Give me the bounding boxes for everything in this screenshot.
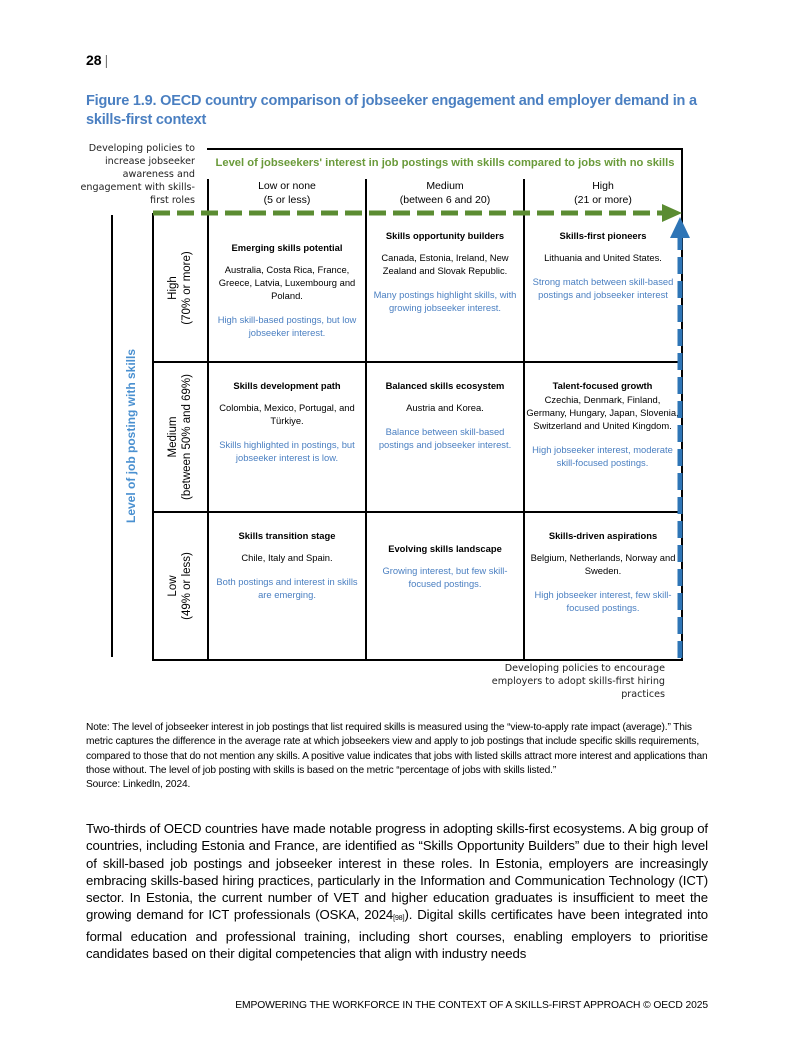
column-label: Medium xyxy=(426,180,464,192)
cell-countries: Chile, Italy and Spain. xyxy=(241,552,333,563)
cell-description: Balance between skill-based postings and jobseeker interest. xyxy=(378,426,512,450)
cell-description: Both postings and interest in skills are emerging. xyxy=(216,576,358,600)
cell-description: High jobseeker interest, moderate skill-focused postings. xyxy=(532,444,673,468)
cell-title: Skills-driven aspirations xyxy=(548,530,658,541)
figure-note xyxy=(86,721,708,792)
column-label: High xyxy=(592,180,614,192)
cell-title: Emerging skills potential xyxy=(231,242,343,253)
reference-link[interactable]: [98] xyxy=(393,915,405,923)
paragraph-text: ). Digital skills certificates have been integrated into formal education and professional training, including short courses, enabling employers to prioritise candidates based on their digital competencies that align with industry needs xyxy=(86,907,708,962)
row-range-text: (70% or more) xyxy=(180,250,193,325)
cell-countries: Belgium, Netherlands, Norway and Sweden. xyxy=(530,552,676,576)
page-separator: | xyxy=(104,52,109,68)
cell-title: Skills-first pioneers xyxy=(559,230,647,241)
cell-description: Skills highlighted in postings, but jobseeker interest is low. xyxy=(219,439,355,463)
page-number-value: 28 xyxy=(86,52,102,68)
row-label-text: Medium xyxy=(166,416,179,458)
paragraph-text: Two-thirds of OECD countries have made notable progress in adopting skills-first ecosystems. A big group of countries, including Estonia and France, are identified as “Skills Opportunity Builders” due to their high level of skill-based job postings and jobseeker interest in these roles. In Estonia, employers are increasingly embracing skills-based hiring practices, particularly in the Information and Communication Technology (ICT) sector. In Estonia, the current number of VET and higher education graduates is insufficient to meet the growing demand for ICT professionals (OSKA, 2024 xyxy=(86,821,708,923)
row-range-text: (between 50% and 69%) xyxy=(180,374,193,500)
cell-countries: Czechia, Denmark, Finland, Germany, Hungary, Japan, Slovenia, Switzerland and United Kingdom. xyxy=(526,394,679,431)
cell-description: Strong match between skill-based postings and jobseeker interest xyxy=(532,276,674,300)
cell-title: Balanced skills ecosystem xyxy=(385,380,505,391)
cell-countries: Australia, Costa Rica, France, Greece, Latvia, Luxembourg and Poland. xyxy=(218,264,356,301)
cell-countries: Colombia, Mexico, Portugal, and Türkiye. xyxy=(219,402,355,426)
column-label: Low or none xyxy=(258,180,316,192)
horizontal-dashed-arrow-icon xyxy=(153,204,682,222)
cell-countries: Canada, Estonia, Ireland, New Zealand and Slovak Republic. xyxy=(381,252,509,276)
cell-title: Skills transition stage xyxy=(238,530,336,541)
cell-description: High skill-based postings, but low jobseeker interest. xyxy=(217,314,357,338)
jobseeker-policy-note: Developing policies to increase jobseeker awareness and engagement with skills-first roles xyxy=(80,143,195,206)
page-footer: EMPOWERING THE WORKFORCE IN THE CONTEXT OF A SKILLS-FIRST APPROACH © OECD 2025 xyxy=(235,1000,708,1011)
body-paragraph xyxy=(86,820,708,962)
cell-description: Many postings highlight skills, with growing jobseeker interest. xyxy=(373,289,517,313)
vertical-dashed-arrow-icon xyxy=(670,217,690,658)
column-range: (5 or less) xyxy=(263,194,311,206)
cell-title: Talent-focused growth xyxy=(552,380,653,391)
cell-countries: Austria and Korea. xyxy=(406,402,484,413)
cell-description: High jobseeker interest, few skill-focused postings. xyxy=(534,589,672,613)
cell-title: Skills opportunity builders xyxy=(385,230,505,241)
note-text: Note: The level of jobseeker interest in job postings that list required skills is measured using the “view-to-apply rate impact (average).” This metric captures the difference in the average rate at which jobseekers view and apply to job postings that include specific skills requirements, compared to those that do not mention any skills. A positive value indicates that jobs with listed skills attract more interest and applications than those without. The level of job posting with skills is based on the metric “percentage of jobs with skills listed.” xyxy=(86,722,708,776)
cell-countries: Lithuania and United States. xyxy=(544,252,662,263)
source-text: Source: LinkedIn, 2024. xyxy=(86,779,191,791)
cell-title: Evolving skills landscape xyxy=(388,543,502,554)
cell-title: Skills development path xyxy=(233,380,341,391)
employer-policy-note: Developing policies to encourage employers to adopt skills-first hiring practices xyxy=(491,663,665,700)
row-label-text: High xyxy=(166,275,179,300)
cell-description: Growing interest, but few skill-focused postings. xyxy=(382,565,508,589)
column-range: (between 6 and 20) xyxy=(399,194,491,206)
row-label-text: Low xyxy=(166,575,179,597)
row-range-text: (49% or less) xyxy=(180,552,193,620)
x-axis-title: Level of jobseekers' interest in job postings with skills compared to jobs with no skills xyxy=(215,157,675,169)
column-range: (21 or more) xyxy=(574,194,632,206)
figure-title: Figure 1.9. OECD country comparison of jobseeker engagement and employer demand in a skills-first context xyxy=(86,93,697,128)
y-axis-title-text: Level of job posting with skills xyxy=(124,348,138,524)
